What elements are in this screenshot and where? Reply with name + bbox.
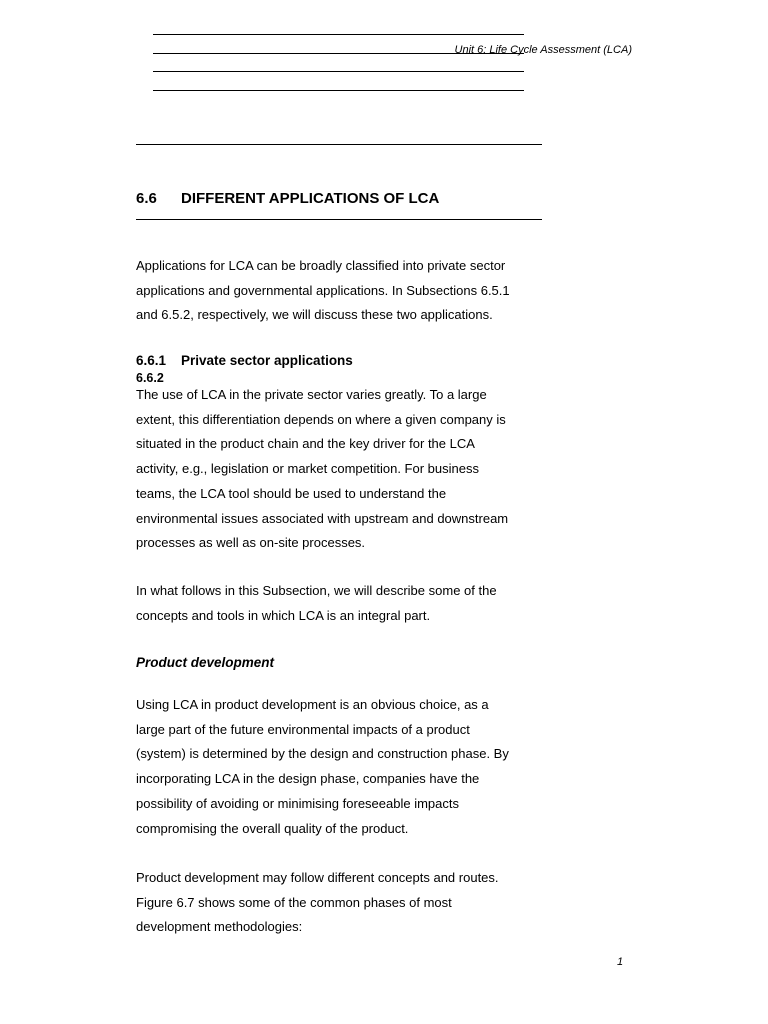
subsection-title: Private sector applications <box>181 353 353 368</box>
intro-line: Applications for LCA can be broadly classified into private sector <box>136 258 506 273</box>
private-line: processes as well as on-site processes. <box>136 535 366 551</box>
product-line: possibility of avoiding or minimising foreseeable impacts <box>136 795 459 811</box>
product-development-heading: Product development <box>136 655 275 670</box>
section-title: DIFFERENT APPLICATIONS OF LCA <box>181 190 440 207</box>
page-number: 1 <box>617 956 624 968</box>
follows-line: In what follows in this Subsection, we will describe some of the <box>136 583 497 598</box>
product-development-paragraph-2 <box>136 866 536 940</box>
subsection-heading-662: 6.6.2 <box>136 371 164 385</box>
product-line: large part of the future environmental impacts of a product <box>136 721 470 737</box>
subsection-heading-661 <box>136 353 353 368</box>
private-line: activity, e.g., legislation or market competition. For business <box>136 461 479 477</box>
private-line: teams, the LCA tool should be used to understand the <box>136 485 447 501</box>
private-line: situated in the product chain and the key driver for the LCA <box>136 436 475 452</box>
intro-line: and 6.5.2, respectively, we will discuss these two applications. <box>136 307 493 323</box>
intro-paragraph <box>136 254 536 328</box>
private-line: extent, this differentiation depends on where a given company is <box>136 411 506 427</box>
section-number: 6.6 <box>136 190 157 207</box>
product-line: Product development may follow different concepts and routes. <box>136 870 499 885</box>
subsection-number: 6.6.1 <box>136 353 167 368</box>
product-line: incorporating LCA in the design phase, companies have the <box>136 771 480 787</box>
intro-line: applications and governmental applications. In Subsections 6.5.1 <box>136 282 510 298</box>
product-line: Using LCA in product development is an obvious choice, as a <box>136 697 489 712</box>
product-line: development methodologies: <box>136 919 303 935</box>
product-development-paragraph-1 <box>136 693 536 841</box>
follows-line: concepts and tools in which LCA is an integral part. <box>136 607 431 623</box>
section-heading <box>136 190 439 207</box>
private-sector-paragraph <box>136 383 536 556</box>
product-line: compromising the overall quality of the product. <box>136 820 409 836</box>
header-rule-4 <box>153 90 524 91</box>
section-rule-top <box>136 144 542 145</box>
follows-paragraph <box>136 579 536 628</box>
product-line: Figure 6.7 shows some of the common phases of most <box>136 894 452 910</box>
product-line: (system) is determined by the design and construction phase. By <box>136 746 509 762</box>
header-rule-1 <box>153 34 524 35</box>
private-line: The use of LCA in the private sector varies greatly. To a large <box>136 387 487 402</box>
running-header: Unit 6: Life Cycle Assessment (LCA) <box>454 44 632 56</box>
header-rule-3 <box>153 71 524 72</box>
private-line: environmental issues associated with upstream and downstream <box>136 510 509 526</box>
section-rule-bottom <box>136 219 542 220</box>
